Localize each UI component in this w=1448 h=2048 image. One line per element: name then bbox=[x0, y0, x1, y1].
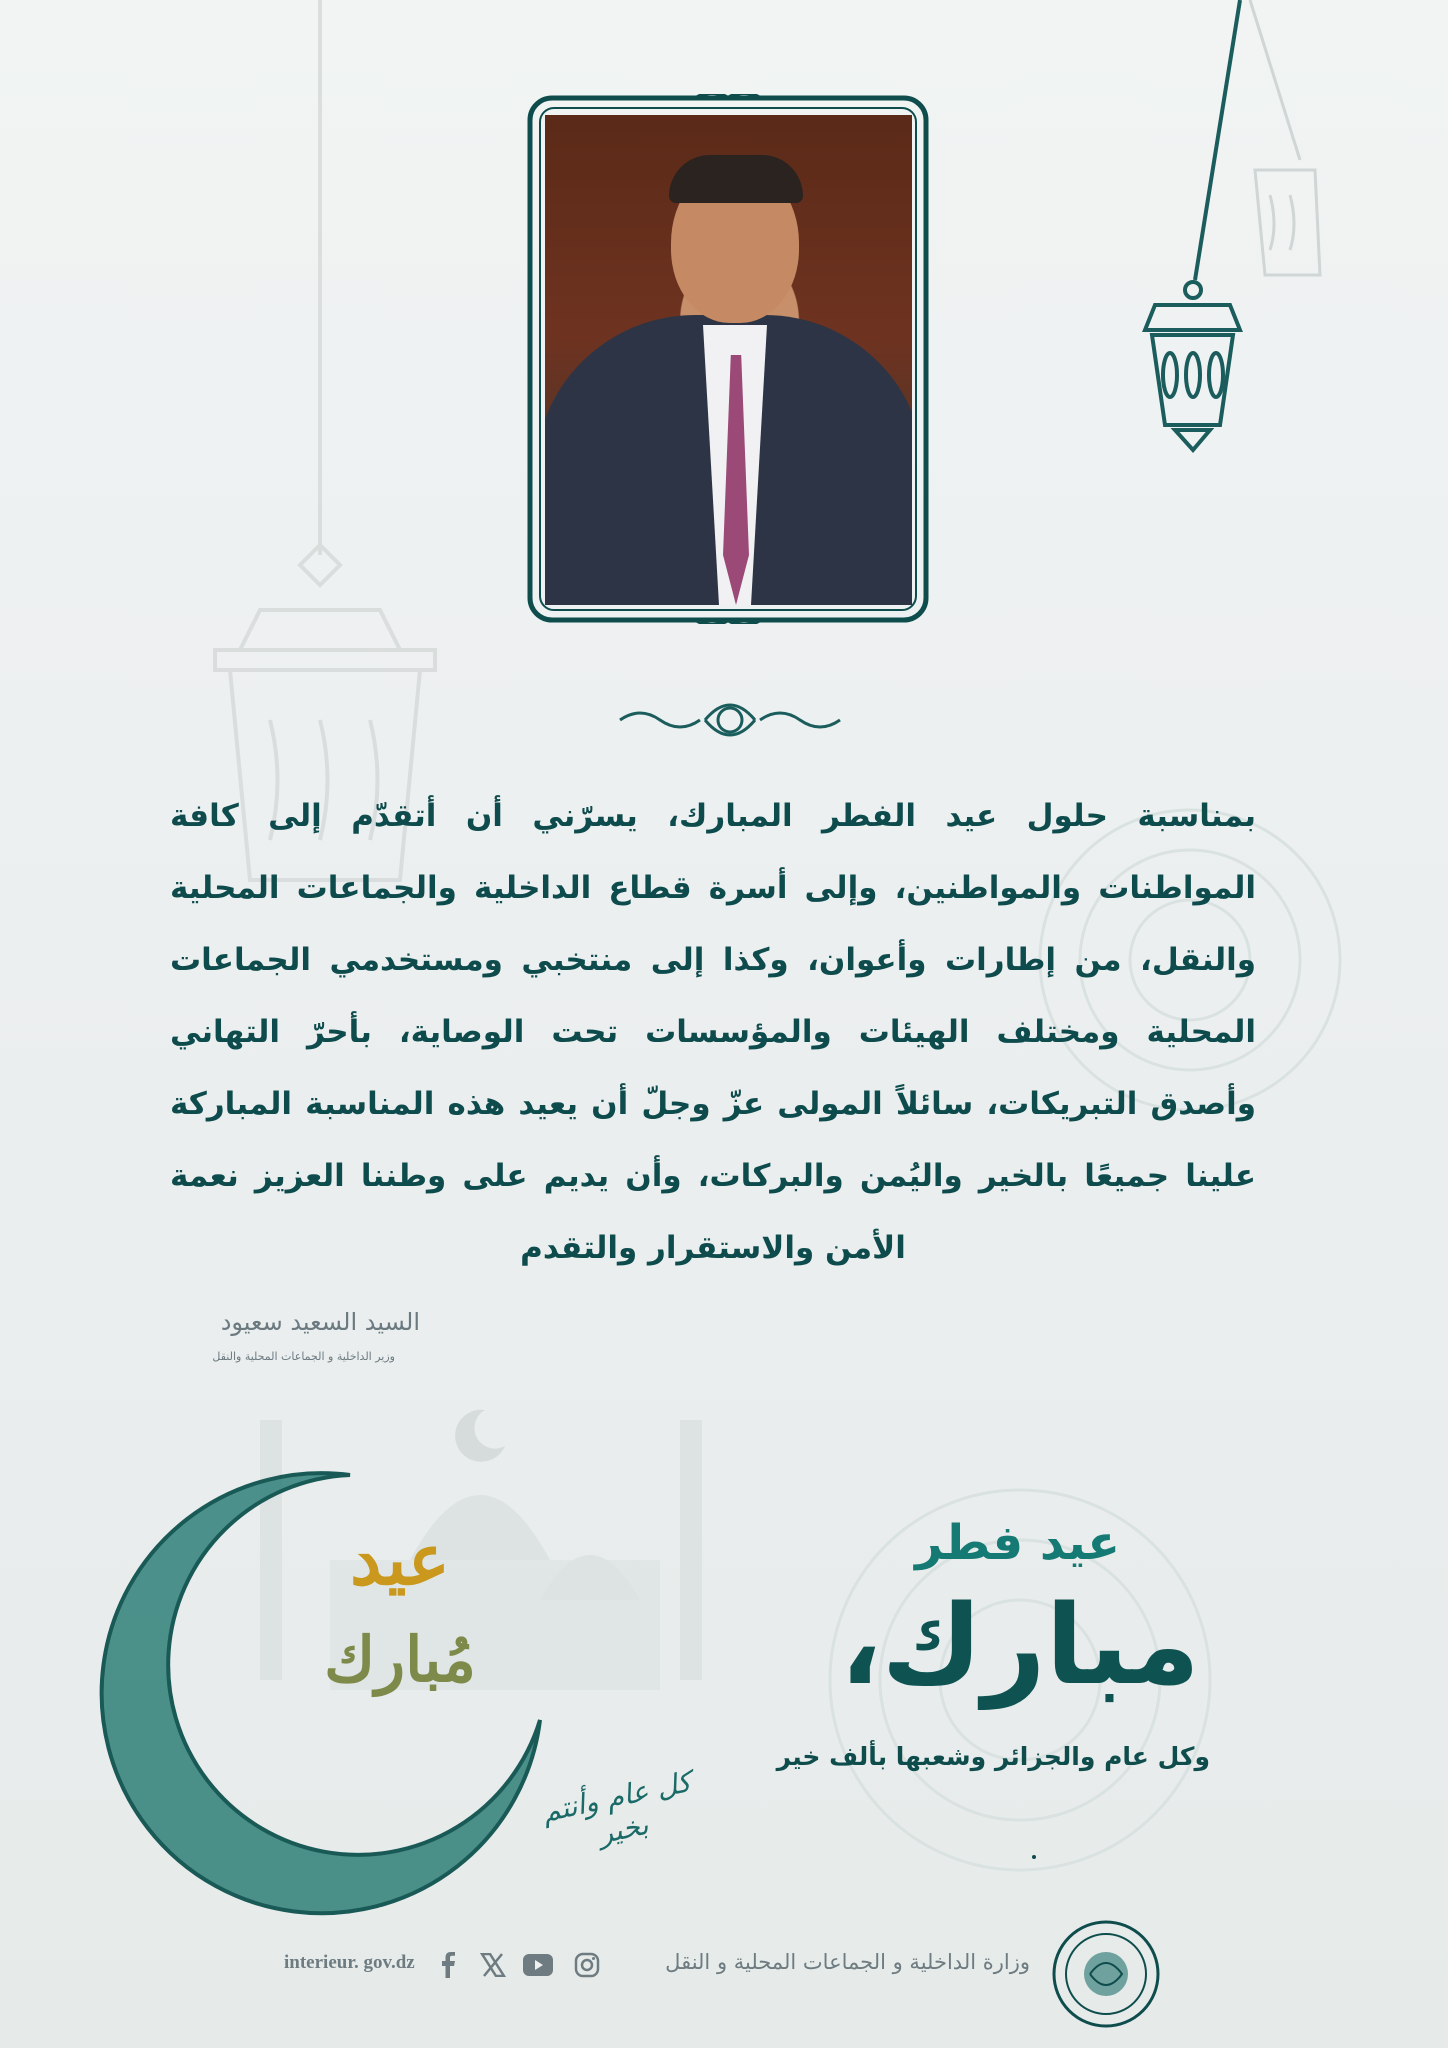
minister-photo bbox=[545, 115, 912, 605]
greeting-wishes: وكل عام والجزائر وشعبها بألف خير bbox=[776, 1742, 1210, 1771]
eid-mubarak-calligraphy bbox=[270, 1510, 530, 1710]
signature-title: وزير الداخلية و الجماعات المحلية والنقل bbox=[212, 1350, 395, 1363]
youtube-icon[interactable] bbox=[523, 1950, 553, 1980]
signature-name: السيد السعيد سعيود bbox=[220, 1308, 420, 1336]
footer-ministry-name: وزارة الداخلية و الجماعات المحلية و النقل bbox=[665, 1950, 1030, 1974]
website-link[interactable]: interieur. gov.dz bbox=[284, 1952, 415, 1973]
instagram-icon[interactable] bbox=[572, 1950, 602, 1980]
facebook-icon[interactable] bbox=[433, 1950, 463, 1980]
kul-am-calligraphy: كل عام وأنتم بخير bbox=[539, 1765, 694, 1851]
calligraphy-mubarak: مُبارك bbox=[324, 1623, 476, 1696]
calligraphy-eid: عيد bbox=[350, 1518, 450, 1601]
ministry-seal-icon bbox=[1050, 1918, 1162, 2030]
greeting-message: بمناسبة حلول عيد الفطر المبارك، يسرّني أن أتقدّم إلى كافة المواطنات والمواطنين، وإلى أسرة قطاع الداخلية والجماعات المحلية والنقل، من إطارات وأعوان، وكذا إلى منتخبي ومستخدمي الجماعات المحلية ومختلف الهيئات والمؤسسات تحت الوصاية، بأحرّ التهاني وأصدق التبريكات، سائلاً المولى عزّ وجلّ أن يعيد هذه المناسبة المباركة علينا جميعًا بالخير واليُمن والبركات، وأن يديم على وطننا العزيز نعمة الأمن والاستقرار والتقدم bbox=[170, 798, 1256, 1266]
greeting-mubarak: مبارك، bbox=[839, 1581, 1200, 1709]
x-icon[interactable] bbox=[478, 1950, 508, 1980]
greeting-eid-fitr: عيد فطر bbox=[915, 1515, 1120, 1571]
